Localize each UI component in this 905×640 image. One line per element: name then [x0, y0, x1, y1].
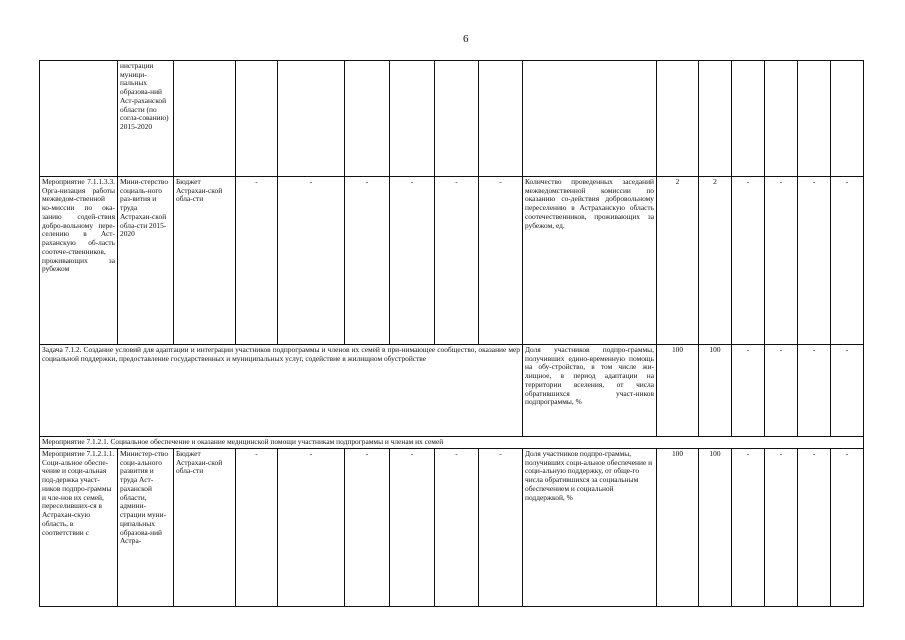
dash-cell: -	[390, 177, 435, 345]
dash-cell: -	[798, 449, 831, 607]
dash-cell: -	[345, 177, 390, 345]
measure-cell: Мероприятие 7.1.2.1.1. Соци-альное обеспе-чение и соци-альная под-держка участ-ников подпро-граммы и чле-нов их семей, переселивших-ся в Астрахан-скую область, в соответствии с	[40, 449, 118, 607]
executor-cell: нистрации муници-пальных образова-ний Аст-раханской области (по согла-сованию) 2015-2020	[118, 61, 174, 177]
value-cell: 100	[699, 449, 732, 607]
dash-cell: -	[390, 449, 435, 607]
table-row	[40, 449, 864, 607]
dash-cell: -	[435, 177, 479, 345]
table-row	[40, 177, 864, 345]
dash-cell: -	[278, 449, 345, 607]
funding-source-cell: Бюджет Астрахан-ской обла-сти	[174, 177, 236, 345]
indicator-cell: Доля участников подпро-граммы, получивших едино-временную помощь на обу-стройство, в том числе жи-лищное, в период адаптации на территории вселения, от числа обратившихся участ-ников подпрограммы, %	[523, 345, 657, 437]
dash-cell: -	[345, 449, 390, 607]
dash-cell: -	[732, 177, 765, 345]
dash-cell: -	[479, 449, 523, 607]
funding-source-cell: Бюджет Астрахан-ской обла-сти	[174, 449, 236, 607]
value-cell: 100	[699, 345, 732, 437]
executor-cell: Министер-ство соци-ального развития и труда Аст-раханской области, админи-страции муни-ципальных образова-ний Астра-	[118, 449, 174, 607]
value-cell: 100	[657, 449, 699, 607]
dash-cell: -	[831, 345, 864, 437]
dash-cell: -	[765, 345, 798, 437]
dash-cell: -	[435, 449, 479, 607]
dash-cell: -	[732, 449, 765, 607]
value-cell: 2	[699, 177, 732, 345]
executor-cell: Мини-стерство социаль-ного раз-вития и труда Астрахан-ской обла-сти 2015-2020	[118, 177, 174, 345]
indicator-cell: Доля участников подпро-граммы, получивших соци-альное обеспечение и соци-альную поддержку, от обще-го числа обратившихся за социальным обеспечением и социальной поддержкой, %	[523, 449, 657, 607]
dash-cell: -	[236, 449, 278, 607]
program-table	[39, 60, 864, 607]
dash-cell: -	[732, 345, 765, 437]
measure-cell	[40, 61, 118, 177]
measure-cell: Мероприятие 7.1.1.3.3. Орга-низация работы межведом-ственной ко-миссии по ока-занию содей-ствия добро-вольному пере-селению в Аст-раханскую об-ласть соотече-ственников, проживающих за рубежом	[40, 177, 118, 345]
dash-cell: -	[798, 345, 831, 437]
dash-cell: -	[765, 177, 798, 345]
table-row	[40, 61, 864, 177]
indicator-cell: Количество проведенных заседаний межведомственной комиссии по оказанию со-действия добровольному переселению в Астраханскую область соотечественников, проживающих за рубежом, ед.	[523, 177, 657, 345]
dash-cell: -	[798, 177, 831, 345]
value-cell: 100	[657, 345, 699, 437]
table-row	[40, 345, 864, 437]
table-row	[40, 437, 864, 449]
value-cell: 2	[657, 177, 699, 345]
dash-cell: -	[831, 177, 864, 345]
dash-cell: -	[278, 177, 345, 345]
dash-cell: -	[765, 449, 798, 607]
page-number: 6	[463, 33, 469, 45]
measure-header-cell: Мероприятие 7.1.2.1. Социальное обеспечение и оказание медицинской помощи участникам подпрограммы и членам их семей	[40, 437, 864, 449]
dash-cell: -	[236, 177, 278, 345]
task-cell: Задача 7.1.2. Создание условий для адаптации и интеграции участников подпрограммы и членов их семей в при-нимающее сообщество, оказание мер социальной поддержки, предоставление государственных и муниципальных услуг, содействие в жилищном обустройстве	[40, 345, 523, 437]
dash-cell: -	[831, 449, 864, 607]
dash-cell: -	[479, 177, 523, 345]
